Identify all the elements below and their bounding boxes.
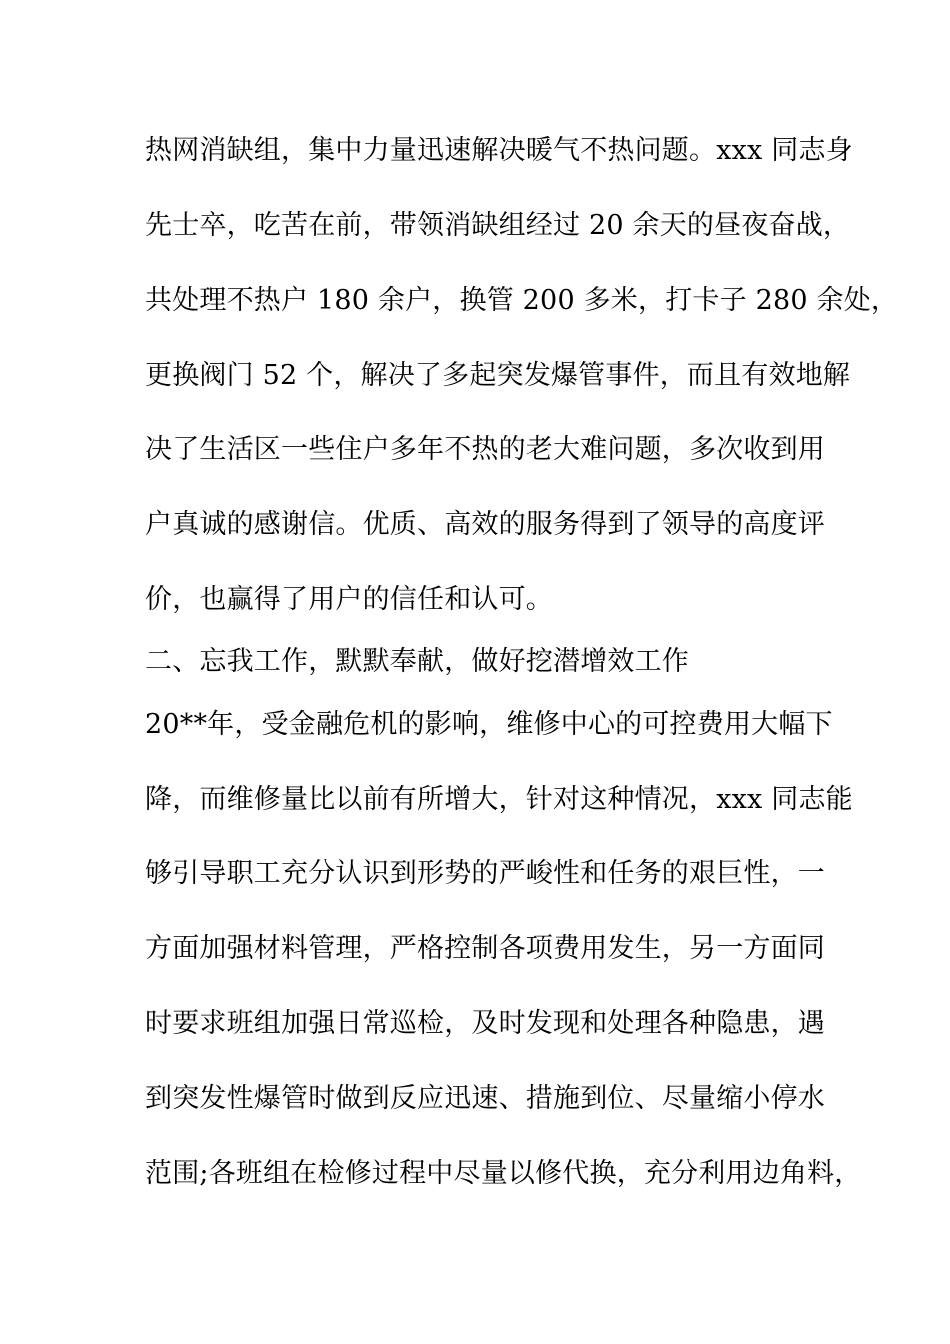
paragraph-line: 先士卒，吃苦在前，带领消缺组经过 20 余天的昼夜奋战，: [145, 210, 851, 241]
paragraph-line: 决了生活区一些住户多年不热的老大难问题，多次收到用: [145, 434, 825, 465]
paragraph-line: 热网消缺组，集中力量迅速解决暖气不热问题。xxx 同志身: [145, 135, 853, 166]
paragraph-line: 更换阀门 52 个，解决了多起突发爆管事件，而且有效地解: [145, 360, 851, 391]
paragraph-line: 降，而维修量比以前有所增大，针对这种情况，xxx 同志能: [145, 784, 853, 815]
paragraph-line: 范围;各班组在检修过程中尽量以修代换，充分利用边角料，: [145, 1158, 862, 1189]
paragraph-line: 到突发性爆管时做到反应迅速、措施到位、尽量缩小停水: [145, 1083, 825, 1114]
paragraph-line: 价，也赢得了用户的信任和认可。: [145, 584, 553, 615]
paragraph-line: 时要求班组加强日常巡检，及时发现和处理各种隐患，遇: [145, 1008, 825, 1039]
paragraph-line: 方面加强材料管理，严格控制各项费用发生，另一方面同: [145, 933, 825, 964]
paragraph-line: 20**年，受金融危机的影响，维修中心的可控费用大幅下: [145, 709, 833, 740]
paragraph-line: 共处理不热户 180 余户，换管 200 多米，打卡子 280 余处，: [145, 285, 899, 316]
section-heading: 二、忘我工作，默默奉献，做好挖潜增效工作: [145, 646, 689, 677]
paragraph-line: 户真诚的感谢信。优质、高效的服务得到了领导的高度评: [145, 509, 825, 540]
paragraph-line: 够引导职工充分认识到形势的严峻性和任务的艰巨性，一: [145, 858, 825, 889]
